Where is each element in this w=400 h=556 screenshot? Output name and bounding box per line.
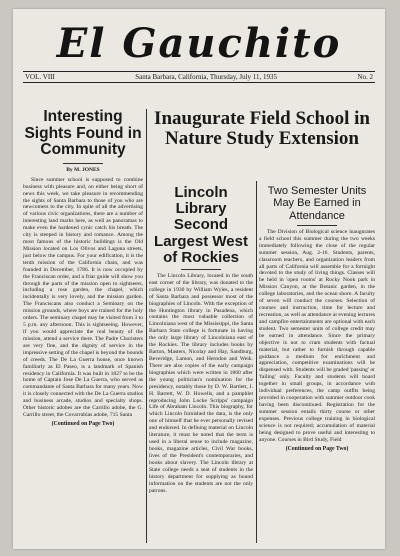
masthead-title: El Gauchito	[56, 20, 342, 67]
column-rule	[146, 109, 147, 543]
column-rule	[256, 181, 257, 543]
left-continued: (Continued on Page Two)	[51, 421, 115, 427]
middle-headline: Lincoln Library Second Largest West of Rockies	[154, 184, 248, 266]
left-body: Since summer school is supposed to combine business with pleasure and, on either being short of news this week, we take pleasure in recommending the sights of Santa Barbara to those of you who are newcomers to the city. In spite of all the advertising of various civic organizations, there are a number of interesting land marks here, as well as panoramas to make even the hardened cynic catch his breath. The city is steeped in history and romance. Among the most famous of the historic buildings is the Old Mission located on Los Olivos and Laguna streets, just below the campus. For your edification, it is the tenth mission of the California chain, and was founded in December, 1786. It is now occupied by the Franciscan order, and a friar guide will show you through the parts of the mission open to sightseers, including a rose garden, the chapel, which incidentally is very lovely, and the mission garden. The Franciscans also conduct a Seminary on the mission grounds, where boys are trained for the holy orders. The seminary chapel may be visited from 3 to 5 p.m. any afternoon. This is sightseeing. However, if you would appreciate the real beauty of the mission, attend a service there. The Padre Choristers are very fine, and the dignity of service in the impressive setting of the chapel is beyond the bounds of creeds. The De La Guerra house, once known familiarly as El Paseo, is a landmark of Spanish residency in California. It was built in 1827 to be the home of Captain Jose De La Guerra, who served as commandante of Santa Barbara for many years. Now it is closely connected with the De La Guerra studios and business arcade, studios and specialty shops. Other historic adobes are the Carrillo adobe, the G. Carrillo street, the Covarrubias adobe, 715 Santa	[23, 176, 143, 419]
issue-number: No. 2	[357, 73, 373, 81]
dateline	[23, 71, 375, 83]
left-article	[23, 109, 143, 543]
place-date: Santa Barbara, California, Thursday, July 11, 1935	[135, 73, 278, 81]
right-continued: (Continued on Page Two)	[285, 445, 349, 452]
middle-article	[149, 109, 253, 543]
right-article	[259, 145, 375, 543]
divider	[63, 163, 103, 164]
divider	[181, 269, 221, 270]
main-headline: Inaugurate Field School in Nature Study Extension	[154, 108, 370, 150]
divider	[297, 225, 337, 226]
middle-body: The Lincoln Library, located in the south east corner of the library, was donated to the college in 1930 by William Wyles, a resident of Santa Barbara and possessor most of the biographies of Lincoln. With the exception of the Huntington library in Pasadena, which contains the most valuable collection of Lincolniana west of the Mississippi, the Santa Barbara State college is fortunate in having the only large library of Lincolniana east of the Rockies. The library includes books by Barton, Masters, Nicolay and Hay, Sandburg, Beveridge, Lamon, and Herndon and Weik. There are also copies of the early campaign biographies which were written in 1860 after the young politician's nomination for the presidency, notably those by D. W. Bartlett, J. H. Barrett, W. D. Howells, and a pamphlet reproducing John Locke Scripps' campaign Life of Abraham Lincoln. This biography, for which Lincoln furnished the data, is the only one of himself that he ever personally revised and endorsed. In defining material on Lincoln literature, it must be noted that the term is used in a liberal sense to include magazine, books, magazine articles, Civil War books, lives of the President's contemporaries, and books about slavery. The Lincoln library at State college needs a seat of students in the history department for supplying as bound information on the students are not the only patrons.	[149, 272, 253, 494]
right-headline: Two Semester Units May Be Earned in Attendance	[267, 185, 367, 222]
byline: By M. JONES	[66, 166, 100, 173]
article-columns	[23, 109, 375, 543]
newspaper-page	[13, 9, 385, 549]
volume-label: VOL. VIII	[25, 73, 55, 81]
left-headline: Interesting Sights Found in Community	[24, 108, 142, 159]
right-body: The Division of Biological science inaugurates a field school this summer during the two weeks immediately following the close of the regular summer session, Aug. 2-16. Students, parents, classroom teachers, and organization leaders from all parts of California will assemble for a fortnight devoted to the study of living things. Classes will be held in 'open rooms' at Rocky Nook park in Mission Canyon, at the Botanic garden, in the college laboratories, and the ocean shore. A faculty of seven will conduct the courses. Selection of courses and instruction, time for lecture and recreation, as well as attendance at evening lectures and campfire entertainments are optional with each student. Two semester units of college credit may be earned in attendance. Since the primary objective is not to cram students with factual material, but rather to furnish through capable guidance a medium for enrichment and appreciation, competitive examinations will be dispensed with. Students will be graded 'passing' or 'failing' only. Faculty and students will board together in small groups, in accordance with individual preferences, the camp outfits being provided in cooperation with summer outdoor cook having been discontinued. Registration for the summer session entails thirty course or other expenses. Previous college training in biological science is not required; accumulation of material being designed to prove useful and interesting to anyone. Courses in Bird Study, Field	[259, 228, 375, 443]
